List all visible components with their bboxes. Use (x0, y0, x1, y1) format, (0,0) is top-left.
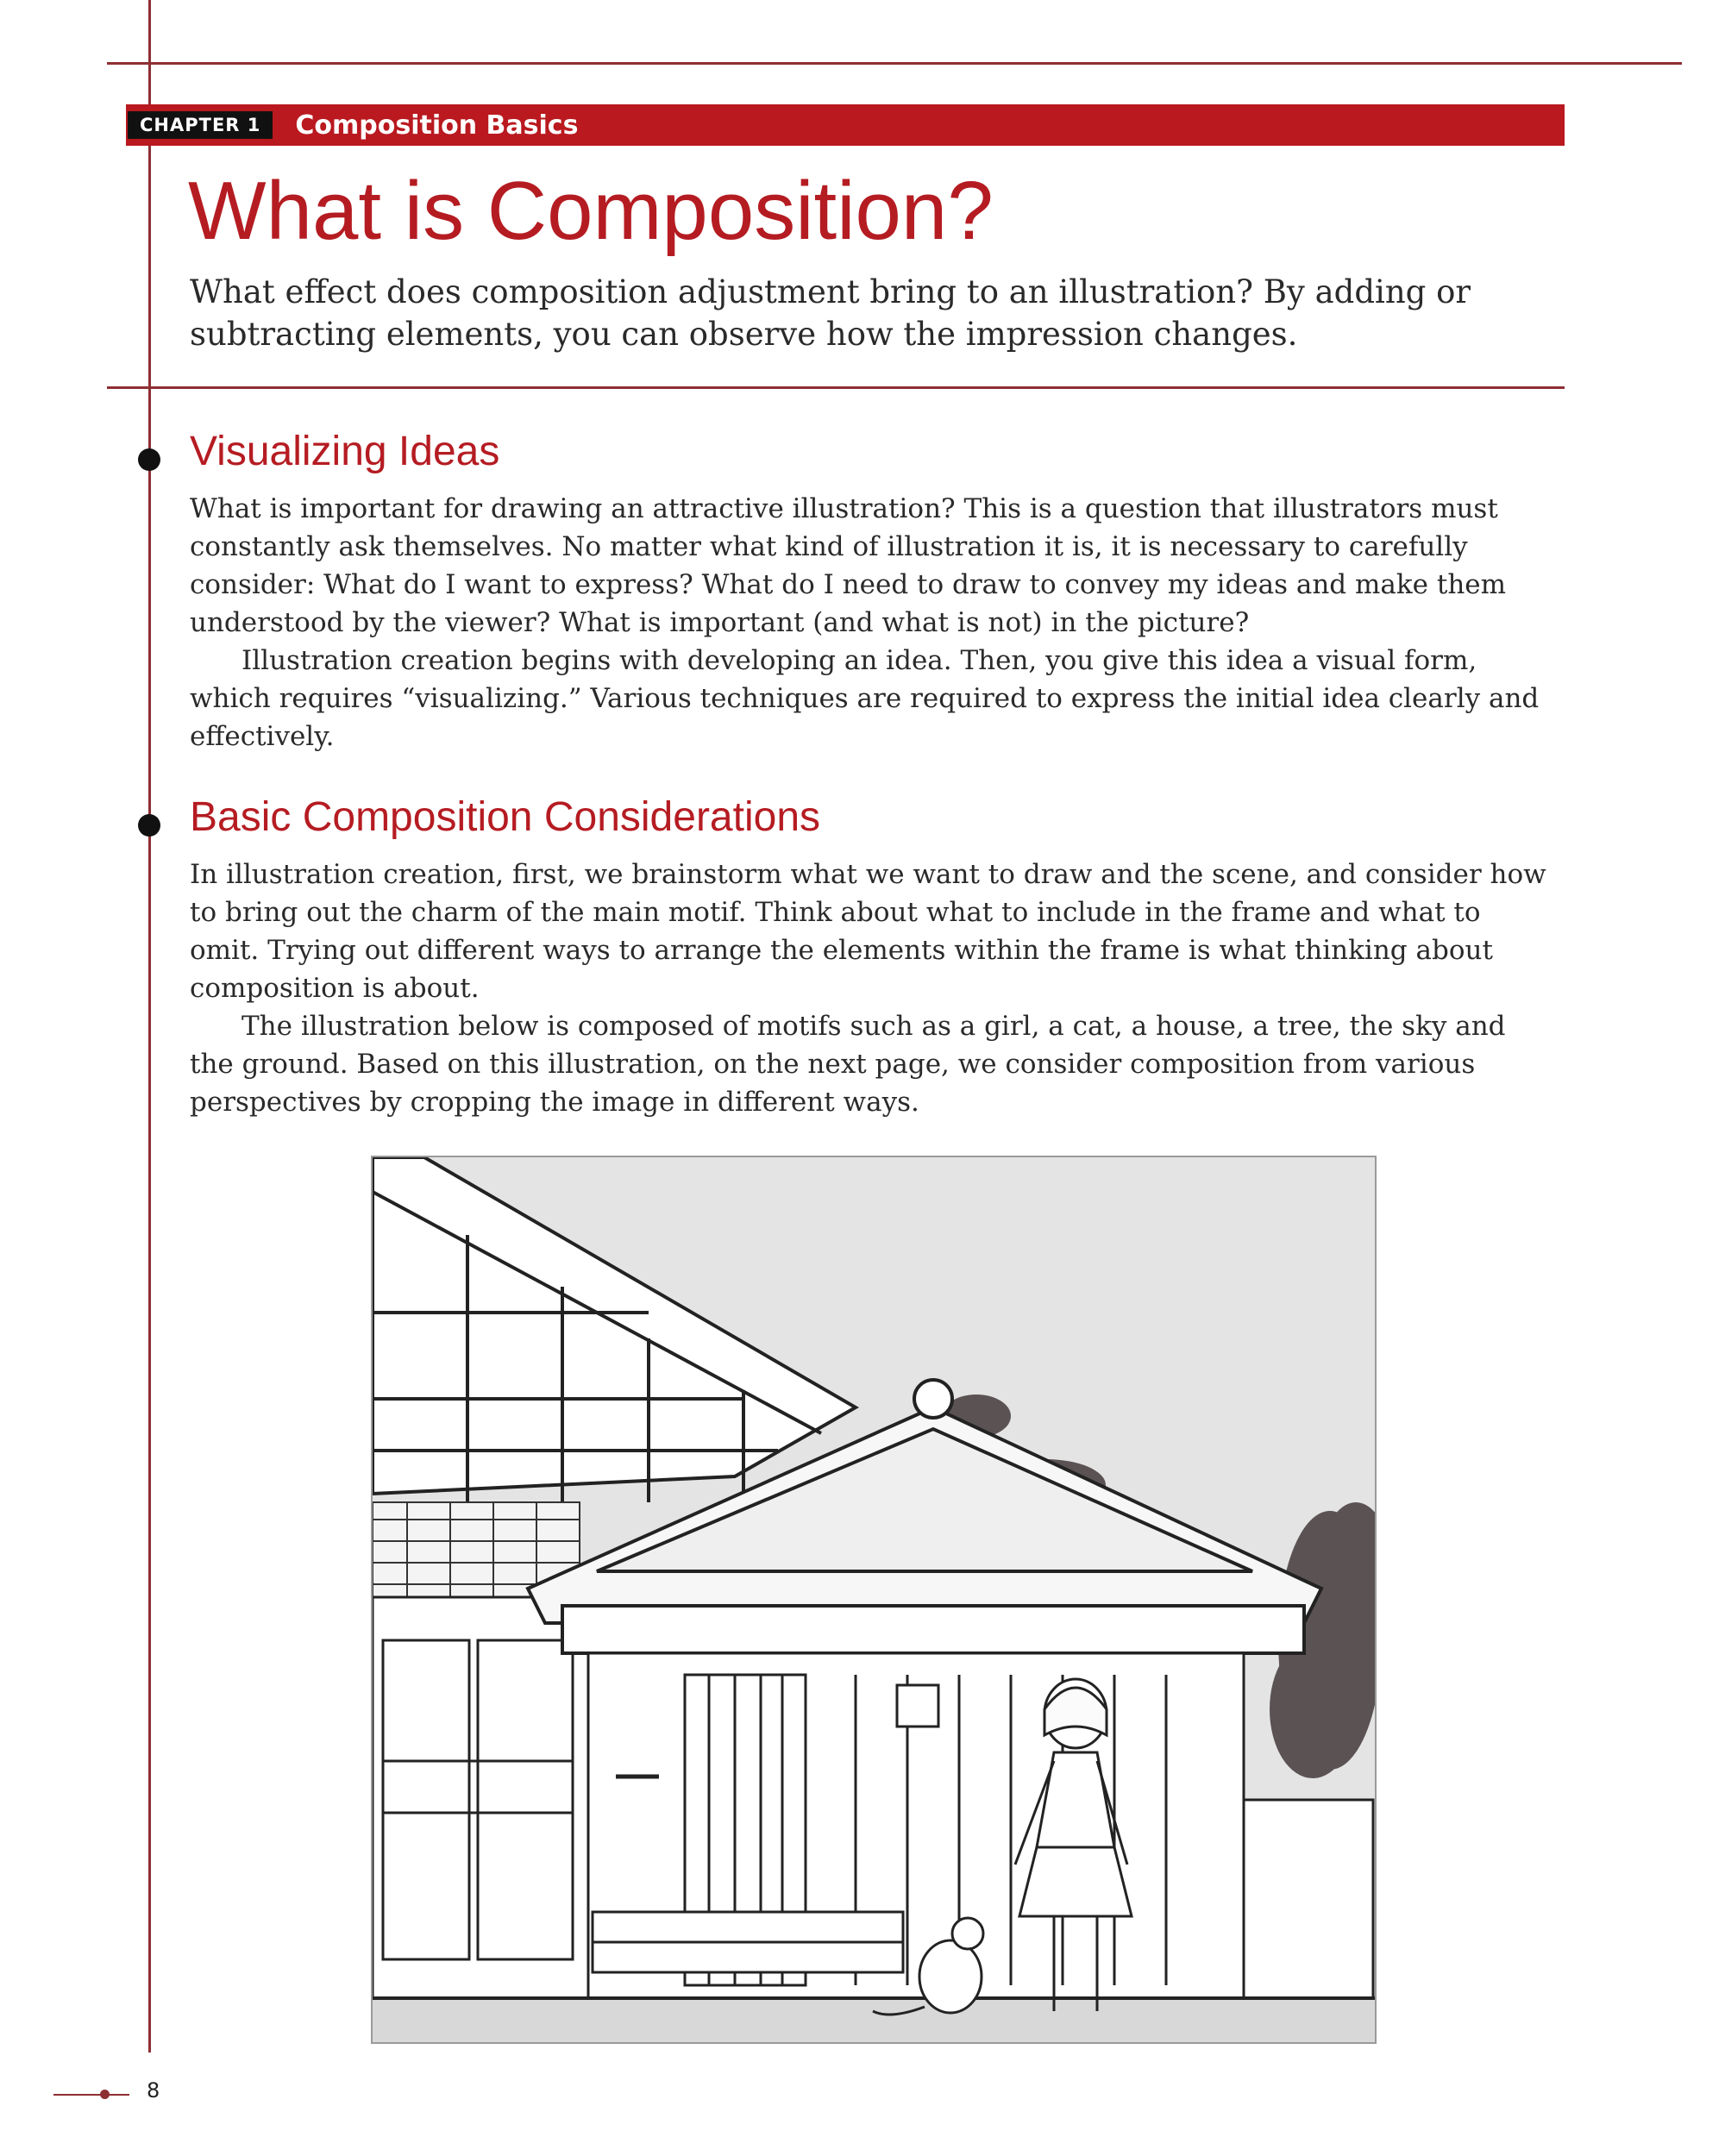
chapter-header-bar (126, 104, 1565, 146)
page-number: 8 (147, 2078, 160, 2103)
section-bullet-icon (138, 814, 160, 837)
illustration-drawing (373, 1157, 1375, 2042)
chapter-name: Composition Basics (295, 110, 579, 141)
house-girl-cat-illustration (371, 1156, 1377, 2044)
page-title: What is Composition? (188, 165, 994, 257)
left-wall (373, 1597, 588, 2002)
section-body-visualizing (190, 490, 1552, 755)
section-divider-rule (107, 386, 1565, 389)
main-wall (588, 1653, 1244, 1998)
folio-rule (53, 2094, 129, 2096)
section-heading-basic-composition: Basic Composition Considerations (190, 794, 821, 840)
paragraph: Illustration creation begins with developing an idea. Then, you give this idea a visual form, which requires “visualizing.” Various techniques are required to express the initial idea clearly and effectively. (190, 645, 1540, 752)
section-heading-visualizing: Visualizing Ideas (190, 429, 500, 474)
paragraph: What is important for drawing an attractive illustration? This is a question that illustrators must constantly ask themselves. No matter what kind of illustration it is, it is necessary to carefully consider: What do I want to express? What do I need to draw to convey my ideas and make them understood by the viewer? What is important (and what is not) in the picture? (190, 493, 1507, 638)
paragraph: In illustration creation, first, we brainstorm what we want to draw and the scene, and consider how to bring out the charm of the main motif. Think about what to include in the frame and what to omit. Trying out different ways to arrange the elements within the frame is what thinking about composition is about. (190, 859, 1546, 1004)
paragraph: The illustration below is composed of motifs such as a girl, a cat, a house, a tree, the sky and the ground. Based on this illustration, on the next page, we consider composition from various perspectives by cropping the image in different ways. (190, 1011, 1506, 1118)
lead-paragraph: What effect does composition adjustment bring to an illustration? By adding or subtracting elements, you can observe how the impression changes. (190, 273, 1471, 353)
section-body-basic-composition (190, 856, 1552, 1121)
margin-vertical-rule (148, 0, 151, 2053)
chapter-tag: CHAPTER 1 (128, 111, 273, 139)
folio-dot (100, 2090, 110, 2099)
top-horizontal-rule (107, 62, 1682, 65)
section-bullet-icon (138, 448, 160, 471)
